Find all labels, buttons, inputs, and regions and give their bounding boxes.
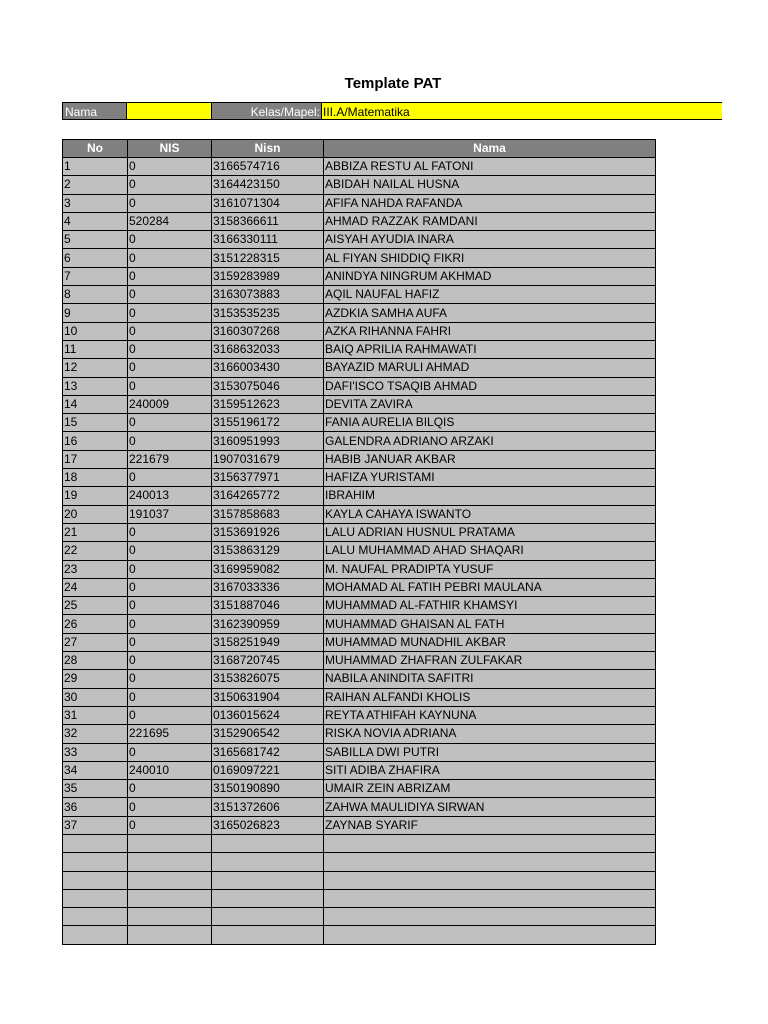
table-row — [63, 725, 656, 743]
table-row — [63, 523, 656, 541]
cell-nis[interactable]: 0 — [128, 743, 212, 761]
table-row — [63, 340, 656, 358]
cell-nama[interactable] — [324, 889, 656, 907]
cell-nis[interactable]: 520284 — [128, 212, 212, 230]
table-row — [63, 487, 656, 505]
cell-nisn[interactable]: 3161071304 — [212, 194, 324, 212]
cell-nama[interactable]: SABILLA DWI PUTRI — [324, 743, 656, 761]
cell-no[interactable]: 23 — [63, 560, 128, 578]
table-row — [63, 578, 656, 596]
cell-no[interactable]: 28 — [63, 652, 128, 670]
cell-no[interactable]: 27 — [63, 633, 128, 651]
cell-nisn[interactable]: 3169959082 — [212, 560, 324, 578]
cell-nis[interactable]: 0 — [128, 706, 212, 724]
column-header-nama: Nama — [324, 140, 656, 158]
cell-nisn[interactable]: 1907031679 — [212, 450, 324, 468]
cell-no[interactable] — [63, 834, 128, 852]
table-row — [63, 834, 656, 852]
cell-nis[interactable]: 0 — [128, 158, 212, 176]
cell-nisn[interactable]: 3153826075 — [212, 670, 324, 688]
cell-nama[interactable]: MUHAMMAD ZHAFRAN ZULFAKAR — [324, 652, 656, 670]
table-row — [63, 560, 656, 578]
cell-nisn[interactable] — [212, 853, 324, 871]
cell-nisn[interactable]: 3159283989 — [212, 267, 324, 285]
student-table — [62, 139, 656, 945]
cell-nama[interactable]: GALENDRA ADRIANO ARZAKI — [324, 432, 656, 450]
cell-nis[interactable]: 0 — [128, 267, 212, 285]
cell-nis[interactable] — [128, 834, 212, 852]
cell-nisn[interactable]: 3157858683 — [212, 505, 324, 523]
table-row — [63, 231, 656, 249]
cell-nama[interactable]: ANINDYA NINGRUM AKHMAD — [324, 267, 656, 285]
cell-nama[interactable]: ZAHWA MAULIDIYA SIRWAN — [324, 798, 656, 816]
table-row — [63, 322, 656, 340]
cell-nisn[interactable] — [212, 908, 324, 926]
cell-no[interactable]: 9 — [63, 304, 128, 322]
cell-nisn[interactable]: 0136015624 — [212, 706, 324, 724]
column-header-nis: NIS — [128, 140, 212, 158]
cell-no[interactable]: 7 — [63, 267, 128, 285]
cell-nama[interactable]: HAFIZA YURISTAMI — [324, 469, 656, 487]
cell-nama[interactable]: AFIFA NAHDA RAFANDA — [324, 194, 656, 212]
cell-nama[interactable]: LALU ADRIAN HUSNUL PRATAMA — [324, 523, 656, 541]
cell-nama[interactable]: UMAIR ZEIN ABRIZAM — [324, 780, 656, 798]
cell-no[interactable]: 15 — [63, 414, 128, 432]
table-row — [63, 414, 656, 432]
table-row — [63, 158, 656, 176]
cell-nama[interactable]: DAFI'ISCO TSAQIB AHMAD — [324, 377, 656, 395]
table-row — [63, 688, 656, 706]
cell-nama[interactable] — [324, 853, 656, 871]
cell-nama[interactable]: AZDKIA SAMHA AUFA — [324, 304, 656, 322]
table-row — [63, 706, 656, 724]
cell-nisn[interactable]: 3167033336 — [212, 578, 324, 596]
cell-nisn[interactable]: 3150631904 — [212, 688, 324, 706]
table-row — [63, 505, 656, 523]
cell-nis[interactable] — [128, 889, 212, 907]
cell-nisn[interactable]: 3153863129 — [212, 542, 324, 560]
table-row — [63, 615, 656, 633]
cell-nis[interactable]: 0 — [128, 798, 212, 816]
table-row — [63, 469, 656, 487]
kelas-mapel-label: Kelas/Mapel: — [211, 102, 322, 120]
cell-nis[interactable]: 0 — [128, 414, 212, 432]
cell-nisn[interactable]: 0169097221 — [212, 761, 324, 779]
cell-no[interactable]: 12 — [63, 359, 128, 377]
cell-no[interactable]: 14 — [63, 395, 128, 413]
cell-nis[interactable]: 0 — [128, 231, 212, 249]
cell-nis[interactable]: 0 — [128, 597, 212, 615]
cell-nisn[interactable]: 3163073883 — [212, 286, 324, 304]
table-row — [63, 743, 656, 761]
cell-nis[interactable]: 0 — [128, 340, 212, 358]
cell-nis[interactable]: 0 — [128, 816, 212, 834]
cell-nisn[interactable]: 3166574716 — [212, 158, 324, 176]
table-row — [63, 871, 656, 889]
cell-no[interactable]: 26 — [63, 615, 128, 633]
cell-nis[interactable]: 221679 — [128, 450, 212, 468]
cell-nisn[interactable]: 3165026823 — [212, 816, 324, 834]
table-row — [63, 633, 656, 651]
cell-no[interactable]: 33 — [63, 743, 128, 761]
cell-nis[interactable]: 0 — [128, 176, 212, 194]
cell-no[interactable] — [63, 871, 128, 889]
cell-nisn[interactable]: 3156377971 — [212, 469, 324, 487]
cell-nis[interactable]: 0 — [128, 578, 212, 596]
cell-nisn[interactable]: 3152906542 — [212, 725, 324, 743]
cell-no[interactable]: 29 — [63, 670, 128, 688]
table-row — [63, 926, 656, 944]
cell-nama[interactable]: AHMAD RAZZAK RAMDANI — [324, 212, 656, 230]
cell-no[interactable]: 31 — [63, 706, 128, 724]
cell-nisn[interactable]: 3151228315 — [212, 249, 324, 267]
cell-nama[interactable]: M. NAUFAL PRADIPTA YUSUF — [324, 560, 656, 578]
cell-nis[interactable]: 0 — [128, 194, 212, 212]
cell-nama[interactable]: MUHAMMAD MUNADHIL AKBAR — [324, 633, 656, 651]
cell-nis[interactable]: 0 — [128, 652, 212, 670]
cell-nama[interactable]: ABBIZA RESTU AL FATONI — [324, 158, 656, 176]
cell-nisn[interactable]: 3150190890 — [212, 780, 324, 798]
cell-nisn[interactable]: 3159512623 — [212, 395, 324, 413]
table-body — [63, 158, 656, 945]
cell-nama[interactable]: RISKA NOVIA ADRIANA — [324, 725, 656, 743]
cell-nama[interactable]: MUHAMMAD GHAISAN AL FATH — [324, 615, 656, 633]
cell-nis[interactable]: 0 — [128, 432, 212, 450]
cell-nis[interactable]: 0 — [128, 523, 212, 541]
cell-nisn[interactable]: 3166330111 — [212, 231, 324, 249]
cell-nama[interactable]: MOHAMAD AL FATIH PEBRI MAULANA — [324, 578, 656, 596]
table-row — [63, 194, 656, 212]
cell-nisn[interactable]: 3164265772 — [212, 487, 324, 505]
cell-no[interactable]: 25 — [63, 597, 128, 615]
cell-no[interactable]: 35 — [63, 780, 128, 798]
cell-nama[interactable]: AQIL NAUFAL HAFIZ — [324, 286, 656, 304]
cell-nama[interactable]: RAIHAN ALFANDI KHOLIS — [324, 688, 656, 706]
cell-no[interactable]: 30 — [63, 688, 128, 706]
cell-nis[interactable]: 191037 — [128, 505, 212, 523]
cell-nama[interactable]: HABIB JANUAR AKBAR — [324, 450, 656, 468]
cell-nama[interactable]: BAIQ APRILIA RAHMAWATI — [324, 340, 656, 358]
table-row — [63, 450, 656, 468]
cell-nama[interactable]: AISYAH AYUDIA INARA — [324, 231, 656, 249]
cell-nisn[interactable]: 3153535235 — [212, 304, 324, 322]
cell-no[interactable] — [63, 853, 128, 871]
cell-nis[interactable]: 0 — [128, 670, 212, 688]
cell-no[interactable]: 19 — [63, 487, 128, 505]
cell-nama[interactable]: ZAYNAB SYARIF — [324, 816, 656, 834]
cell-nisn[interactable]: 3162390959 — [212, 615, 324, 633]
cell-nama[interactable]: FANIA AURELIA BILQIS — [324, 414, 656, 432]
cell-nisn[interactable] — [212, 926, 324, 944]
cell-nis[interactable]: 0 — [128, 615, 212, 633]
table-row — [63, 176, 656, 194]
cell-nama[interactable]: KAYLA CAHAYA ISWANTO — [324, 505, 656, 523]
cell-nama[interactable] — [324, 908, 656, 926]
cell-nama[interactable]: AZKA RIHANNA FAHRI — [324, 322, 656, 340]
cell-nis[interactable]: 0 — [128, 304, 212, 322]
cell-no[interactable]: 13 — [63, 377, 128, 395]
cell-nama[interactable]: DEVITA ZAVIRA — [324, 395, 656, 413]
table-row — [63, 304, 656, 322]
cell-no[interactable]: 34 — [63, 761, 128, 779]
table-header-row — [63, 140, 656, 158]
cell-nis[interactable]: 0 — [128, 688, 212, 706]
cell-no[interactable]: 5 — [63, 231, 128, 249]
table-row — [63, 377, 656, 395]
cell-nis[interactable]: 221695 — [128, 725, 212, 743]
cell-no[interactable]: 8 — [63, 286, 128, 304]
cell-nisn[interactable]: 3151372606 — [212, 798, 324, 816]
cell-nisn[interactable] — [212, 889, 324, 907]
table-row — [63, 359, 656, 377]
page-title: Template PAT — [344, 75, 442, 92]
table-row — [63, 432, 656, 450]
table-row — [63, 395, 656, 413]
cell-nis[interactable]: 240013 — [128, 487, 212, 505]
cell-nama[interactable]: SITI ADIBA ZHAFIRA — [324, 761, 656, 779]
cell-no[interactable]: 3 — [63, 194, 128, 212]
cell-no[interactable]: 37 — [63, 816, 128, 834]
table-row — [63, 286, 656, 304]
cell-nis[interactable] — [128, 853, 212, 871]
table-row — [63, 889, 656, 907]
cell-no[interactable]: 20 — [63, 505, 128, 523]
table-row — [63, 761, 656, 779]
cell-no[interactable]: 32 — [63, 725, 128, 743]
cell-nis[interactable]: 0 — [128, 542, 212, 560]
cell-nisn[interactable]: 3160951993 — [212, 432, 324, 450]
cell-nama[interactable]: ABIDAH NAILAL HUSNA — [324, 176, 656, 194]
cell-nis[interactable]: 0 — [128, 469, 212, 487]
table-row — [63, 670, 656, 688]
table-row — [63, 652, 656, 670]
cell-nisn[interactable]: 3160307268 — [212, 322, 324, 340]
nama-label: Nama — [62, 102, 127, 120]
cell-nis[interactable] — [128, 871, 212, 889]
cell-no[interactable]: 17 — [63, 450, 128, 468]
cell-nisn[interactable]: 3158366611 — [212, 212, 324, 230]
cell-nisn[interactable]: 3155196172 — [212, 414, 324, 432]
cell-nis[interactable]: 0 — [128, 377, 212, 395]
cell-no[interactable]: 10 — [63, 322, 128, 340]
cell-nama[interactable]: LALU MUHAMMAD AHAD SHAQARI — [324, 542, 656, 560]
cell-no[interactable]: 6 — [63, 249, 128, 267]
cell-nisn[interactable]: 3158251949 — [212, 633, 324, 651]
cell-no[interactable] — [63, 908, 128, 926]
cell-nama[interactable] — [324, 926, 656, 944]
cell-nis[interactable]: 0 — [128, 633, 212, 651]
cell-nis[interactable]: 0 — [128, 780, 212, 798]
cell-nisn[interactable]: 3168720745 — [212, 652, 324, 670]
cell-no[interactable]: 1 — [63, 158, 128, 176]
table-row — [63, 267, 656, 285]
cell-no[interactable]: 22 — [63, 542, 128, 560]
cell-nama[interactable] — [324, 871, 656, 889]
cell-no[interactable] — [63, 926, 128, 944]
cell-nama[interactable]: IBRAHIM — [324, 487, 656, 505]
cell-nama[interactable]: MUHAMMAD AL-FATHIR KHAMSYI — [324, 597, 656, 615]
cell-nis[interactable]: 240010 — [128, 761, 212, 779]
cell-nisn[interactable]: 3166003430 — [212, 359, 324, 377]
cell-nama[interactable]: NABILA ANINDITA SAFITRI — [324, 670, 656, 688]
table-row — [63, 908, 656, 926]
cell-no[interactable]: 18 — [63, 469, 128, 487]
table-row — [63, 597, 656, 615]
nama-field[interactable] — [127, 102, 211, 120]
cell-nama[interactable] — [324, 834, 656, 852]
table-row — [63, 816, 656, 834]
cell-no[interactable]: 16 — [63, 432, 128, 450]
cell-nisn[interactable] — [212, 871, 324, 889]
cell-no[interactable]: 2 — [63, 176, 128, 194]
table-row — [63, 542, 656, 560]
cell-nisn[interactable]: 3165681742 — [212, 743, 324, 761]
cell-no[interactable]: 36 — [63, 798, 128, 816]
cell-nisn[interactable]: 3153691926 — [212, 523, 324, 541]
cell-nisn[interactable]: 3151887046 — [212, 597, 324, 615]
cell-no[interactable] — [63, 889, 128, 907]
table-row — [63, 798, 656, 816]
table-row — [63, 780, 656, 798]
cell-nis[interactable]: 0 — [128, 286, 212, 304]
cell-no[interactable]: 24 — [63, 578, 128, 596]
cell-nama[interactable]: BAYAZID MARULI AHMAD — [324, 359, 656, 377]
cell-nis[interactable]: 0 — [128, 560, 212, 578]
column-header-no: No — [63, 140, 128, 158]
table-row — [63, 249, 656, 267]
cell-no[interactable]: 4 — [63, 212, 128, 230]
table-row — [63, 212, 656, 230]
cell-nisn[interactable]: 3168632033 — [212, 340, 324, 358]
kelas-mapel-field[interactable]: III.A/Matematika — [322, 102, 722, 120]
column-header-nisn: Nisn — [212, 140, 324, 158]
cell-nisn[interactable]: 3164423150 — [212, 176, 324, 194]
cell-nis[interactable]: 240009 — [128, 395, 212, 413]
cell-nis[interactable]: 0 — [128, 249, 212, 267]
cell-no[interactable]: 21 — [63, 523, 128, 541]
cell-nisn[interactable]: 3153075046 — [212, 377, 324, 395]
cell-nama[interactable]: REYTA ATHIFAH KAYNUNA — [324, 706, 656, 724]
cell-nis[interactable]: 0 — [128, 359, 212, 377]
cell-nis[interactable]: 0 — [128, 322, 212, 340]
cell-nama[interactable]: AL FIYAN SHIDDIQ FIKRI — [324, 249, 656, 267]
cell-nis[interactable] — [128, 908, 212, 926]
cell-nisn[interactable] — [212, 834, 324, 852]
table-row — [63, 853, 656, 871]
cell-nis[interactable] — [128, 926, 212, 944]
cell-no[interactable]: 11 — [63, 340, 128, 358]
